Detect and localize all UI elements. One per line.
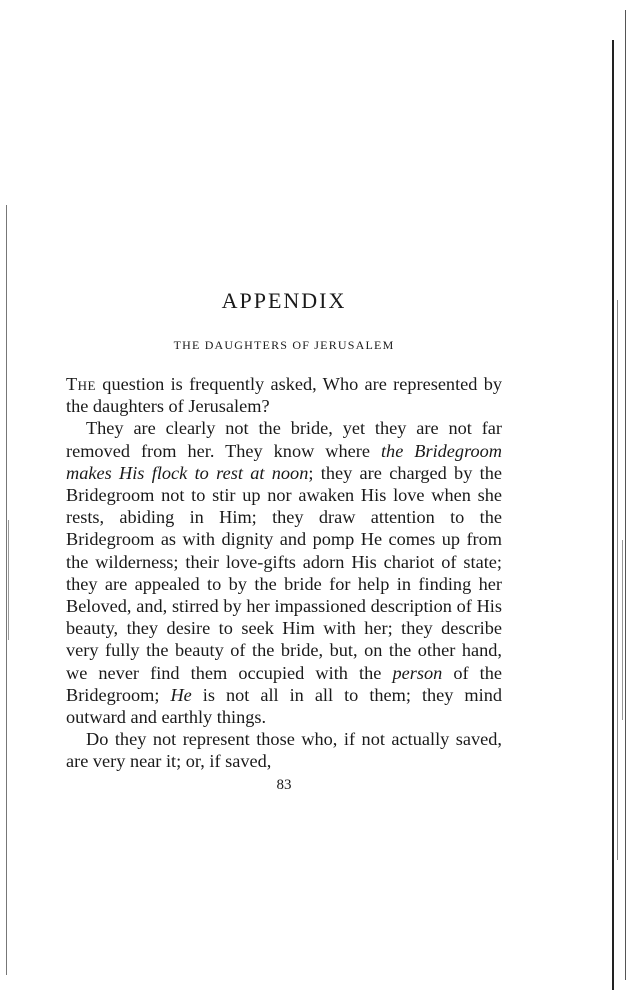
paragraph-2-text-c: ; they are charged by the Bridegroom not to stir up nor awaken His love when she rests, abiding in Him; they draw attention to the Bridegroom as with dignity and pomp He comes up from the wilderness; their love-gifts adorn His chariot of state; they are appealed to by the bride for help in finding her Beloved, and, stirred by her impassioned description of His beauty, they desire to seek Him with her; they describe very fully the beauty of the bride, but, on the other hand, we never find them occupied with the (66, 462, 503, 683)
book-page (66, 288, 502, 794)
scan-edge-right-inner (617, 300, 618, 860)
paragraph-3-text: Do they not represent those who, if not actually saved, are very near it; or, if saved, (66, 729, 502, 772)
appendix-title: APPENDIX (221, 288, 347, 313)
scan-edge-right-mark (622, 540, 623, 720)
paragraph-2-text-g: is not all in all to them; they mind outward and earthly things. (66, 684, 503, 728)
paragraph-2-quote: the Bridegroom makes His flock to rest at noon (66, 440, 502, 483)
paragraph-2 (66, 417, 502, 728)
page-number: 83 (276, 776, 292, 793)
paragraph-2-text-a: They are clearly not the bride, yet they are not far removed from her. They know where (66, 418, 502, 461)
paragraph-2-text-e: of the Bridegroom; (66, 662, 503, 705)
paragraph-3 (66, 728, 502, 772)
paragraph-2-he: He (170, 684, 192, 705)
scan-edge-left-inner (8, 520, 9, 640)
scan-edge-right (612, 40, 614, 990)
paragraph-1-text: question is frequently asked, Who are represented by the daughters of Jerusalem? (66, 374, 502, 417)
appendix-subtitle: THE DAUGHTERS OF JERUSALEM (173, 338, 395, 352)
scan-edge-right-outer (625, 10, 626, 980)
paragraph-1 (66, 373, 502, 417)
paragraph-2-person: person (392, 662, 443, 683)
paragraph-1-lead: The (66, 374, 96, 394)
scan-edge-left (6, 205, 7, 975)
